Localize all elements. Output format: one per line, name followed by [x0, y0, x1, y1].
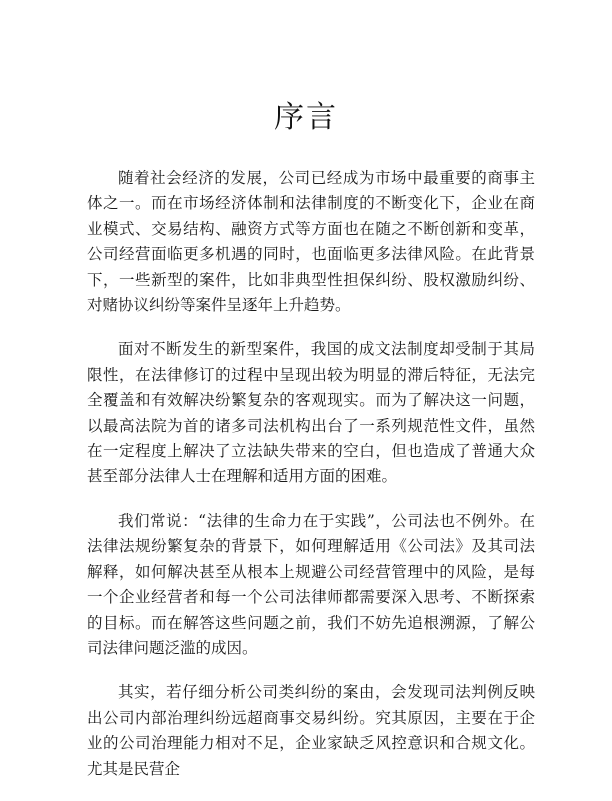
page-title: 序言 [274, 100, 338, 135]
paragraph-4: 其实，若仔细分析公司类纠纷的案由，会发现司法判例反映出公司内部治理纠纷远超商事交易纠纷。究其原因，主要在于企业的公司治理能力相对不足，企业家缺乏风控意识和合规文化。尤其是民营企 [87, 683, 535, 778]
paragraph-1: 随着社会经济的发展，公司已经成为市场中最重要的商事主体之一。而在市场经济体制和法律制度的不断变化下，企业在商业模式、交易结构、融资方式等方面也在随之不断创新和变革，公司经营面临更多机遇的同时，也面临更多法律风险。在此背景下，一些新型的案件，比如非典型性担保纠纷、股权激励纠纷、对赌协议纠纷等案件呈逐年上升趋势。 [87, 169, 535, 315]
paragraph-2: 面对不断发生的新型案件，我国的成文法制度却受制于其局限性，在法律修订的过程中呈现出较为明显的滞后特征，无法完全覆盖和有效解决纷繁复杂的客观现实。而为了解决这一问题，以最高法院为首的诸多司法机构出台了一系列规范性文件，虽然在一定程度上解决了立法缺失带来的空白，但也造成了普通大众甚至部分法律人士在理解和适用方面的困难。 [87, 340, 535, 486]
paragraph-3: 我们常说：“法律的生命力在于实践”，公司法也不例外。在法律法规纷繁复杂的背景下，如何理解适用《公司法》及其司法解释，如何解决甚至从根本上规避公司经营管理中的风险，是每一个企业经营者和每一个公司法律师都需要深入思考、不断探索的目标。而在解答这些问题之前，我们不妨先追根溯源，了解公司法律问题泛滥的成因。 [87, 511, 535, 657]
preface-body [87, 166, 535, 801]
